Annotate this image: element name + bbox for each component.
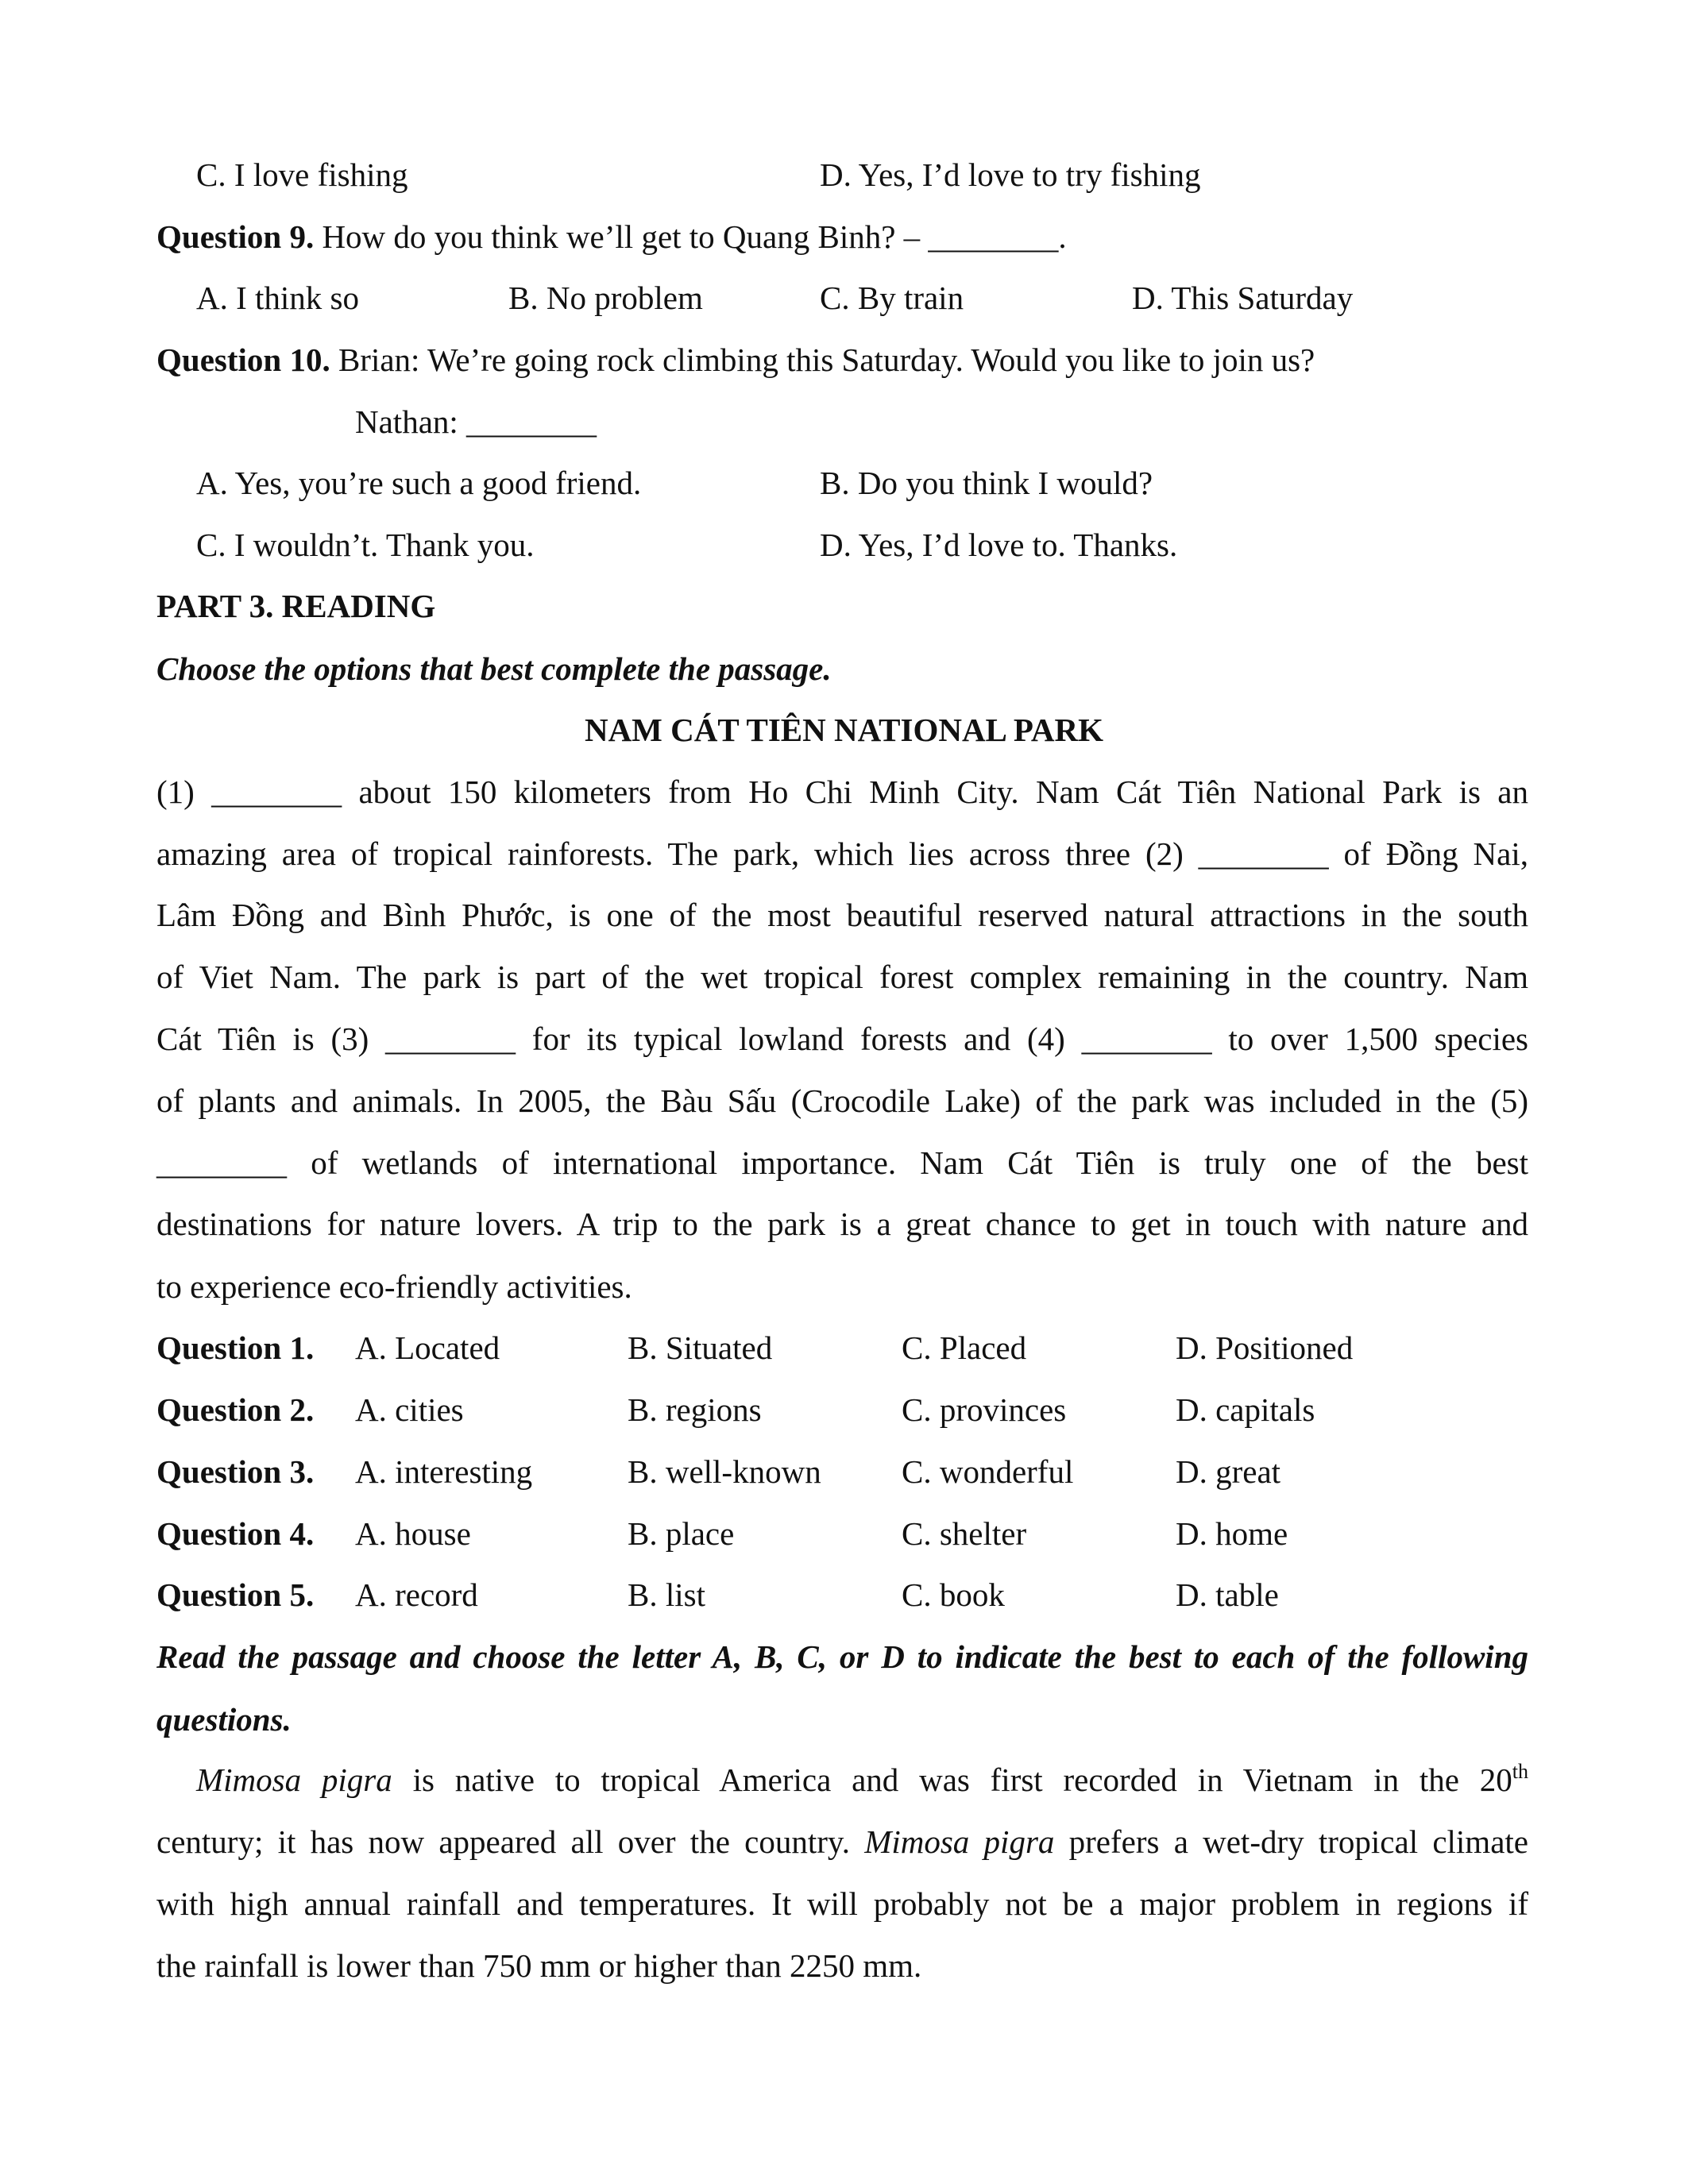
mimosa-line-4: the rainfall is lower than 750 mm or higher than 2250 mm. (156, 1947, 922, 1984)
option-a: A. interesting (355, 1453, 533, 1490)
q10-option-b: B. Do you think I would? (820, 465, 1153, 501)
option-a: A. house (355, 1515, 471, 1552)
q9-option-b: B. No problem (508, 280, 703, 316)
passage-line: Lâm Đồng and Bình Phước, is one of the most beautiful reserved natural attractions in the south (156, 897, 1528, 933)
passage-line: to experience eco-friendly activities. (156, 1268, 632, 1305)
passage-line: of Viet Nam. The park is part of the wet tropical forest complex remaining in the country. Nam (156, 959, 1528, 995)
option-d: D. Positioned (1176, 1329, 1354, 1366)
part-3-instruction: Choose the options that best complete the passage. (156, 650, 832, 687)
option-b: B. regions (628, 1391, 762, 1428)
option-b: B. Situated (628, 1329, 773, 1366)
passage-line: destinations for nature lovers. A trip to the park is a great chance to get in touch with nature and (156, 1206, 1528, 1242)
option-a: A. record (355, 1576, 478, 1613)
question-label: Question 1. (156, 1329, 315, 1366)
mimosa-line-1 (196, 1760, 1528, 1798)
question-label: Question 3. (156, 1453, 315, 1490)
species-name: Mimosa pigra (196, 1761, 392, 1798)
option-c: C. provinces (902, 1391, 1067, 1428)
option-a: A. cities (355, 1391, 464, 1428)
superscript: th (1512, 1760, 1528, 1783)
question-9 (156, 218, 1067, 255)
question-label: Question 5. (156, 1576, 315, 1613)
option-c: C. wonderful (902, 1453, 1074, 1490)
passage-line: Cát Tiên is (3) ________ for its typical lowland forests and (4) ________ to over 1,500 species (156, 1021, 1528, 1057)
passage-title: NAM CÁT TIÊN NATIONAL PARK (584, 712, 1104, 748)
question-label: Question 2. (156, 1391, 315, 1428)
passage-line: of plants and animals. In 2005, the Bàu Sấu (Crocodile Lake) of the park was included in the (5) (156, 1082, 1528, 1119)
question-label: Question 4. (156, 1515, 315, 1552)
instruction-2-cont: questions. (156, 1701, 292, 1738)
question-9-text: How do you think we’ll get to Quang Binh? – ________. (322, 218, 1067, 255)
option-d: D. home (1176, 1515, 1288, 1552)
question-10-text: Brian: We’re going rock climbing this Saturday. Would you like to join us? (338, 341, 1315, 378)
option-c: C. shelter (902, 1515, 1027, 1552)
q10-option-c: C. I wouldn’t. Thank you. (196, 527, 535, 563)
q10-reply: Nathan: ________ (355, 403, 597, 440)
q9-option-c: C. By train (820, 280, 964, 316)
q9-option-a: A. I think so (196, 280, 359, 316)
q9-option-d: D. This Saturday (1132, 280, 1354, 316)
instruction-2: Read the passage and choose the letter A, B, C, or D to indicate the best to each of the following (156, 1638, 1528, 1675)
species-name: Mimosa pigra (864, 1823, 1055, 1860)
question-9-label: Question 9. (156, 218, 315, 255)
option-b: B. list (628, 1576, 705, 1613)
mimosa-line-3: with high annual rainfall and temperatures. It will probably not be a major problem in regions if (156, 1885, 1528, 1922)
q10-option-a: A. Yes, you’re such a good friend. (196, 465, 642, 501)
option-c: C. book (902, 1576, 1005, 1613)
passage-line: (1) ________ about 150 kilometers from Ho Chi Minh City. Nam Cát Tiên National Park is an (156, 774, 1528, 810)
part-3-heading: PART 3. READING (156, 588, 436, 624)
mimosa-line-2 (156, 1823, 1528, 1860)
q8-option-d: D. Yes, I’d love to try fishing (820, 156, 1201, 193)
option-d: D. capitals (1176, 1391, 1315, 1428)
option-b: B. place (628, 1515, 735, 1552)
question-10 (156, 341, 1315, 378)
q10-option-d: D. Yes, I’d love to. Thanks. (820, 527, 1178, 563)
option-d: D. great (1176, 1453, 1281, 1490)
option-a: A. Located (355, 1329, 500, 1366)
option-b: B. well-known (628, 1453, 821, 1490)
q8-option-c: C. I love fishing (196, 156, 408, 193)
mimosa-line-2-start: century; it has now appeared all over the country. (156, 1823, 865, 1860)
mimosa-line-1-text: is native to tropical America and was first recorded in Vietnam in the 20 (392, 1761, 1512, 1798)
passage-line: amazing area of tropical rainforests. The park, which lies across three (2) ________ of Đồng Nai, (156, 835, 1528, 872)
mimosa-line-2-rest: prefers a wet-dry tropical climate (1054, 1823, 1528, 1860)
question-10-label: Question 10. (156, 341, 330, 378)
passage-line: ________ of wetlands of international importance. Nam Cát Tiên is truly one of the best (156, 1144, 1528, 1181)
option-d: D. table (1176, 1576, 1279, 1613)
option-c: C. Placed (902, 1329, 1027, 1366)
